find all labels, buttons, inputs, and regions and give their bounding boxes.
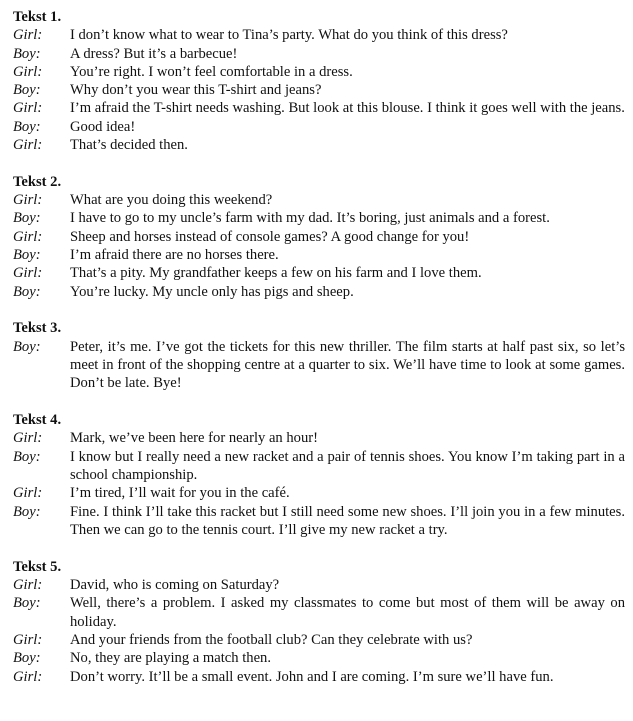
section-title: Tekst 4. (13, 412, 62, 429)
dialogue-line (13, 81, 627, 99)
speaker-label: Boy: (13, 650, 41, 667)
dialogue-line (13, 429, 627, 447)
dialogue-text: Mark, we’ve been here for nearly an hour! (70, 430, 318, 447)
section-title: Tekst 1. (13, 9, 62, 25)
text-section (13, 558, 627, 686)
dialogue-line (13, 503, 627, 540)
dialogue-line (13, 631, 627, 649)
speaker-label: Boy: (13, 338, 41, 355)
dialogue-text: Fine. I think I’ll take this racket but I still need some new shoes. I’ll join you in a few minutes. Then we can go to the tennis court. I’ll give my new racket a try. (70, 503, 625, 538)
dialogue-line (13, 118, 627, 136)
dialogue-line (13, 668, 627, 686)
text-section (13, 8, 627, 154)
dialogue-text: I’m afraid the T-shirt needs washing. But look at this blouse. I think it goes well with the jeans. (70, 100, 625, 117)
dialogue-text: Peter, it’s me. I’ve got the tickets for this new thriller. The film starts at half past six, so let’s meet in front of the shopping centre at a quarter to six. We’ll have time to look at some games. Don’t be late. Bye! (70, 338, 625, 392)
section-title: Tekst 3. (13, 320, 62, 337)
dialogue-line (13, 283, 627, 301)
speaker-label: Boy: (13, 210, 41, 227)
dialogue-text: You’re lucky. My uncle only has pigs and sheep. (70, 283, 354, 300)
speaker-label: Girl: (13, 265, 43, 282)
speaker-label: Girl: (13, 430, 43, 447)
dialogue-text: No, they are playing a match then. (70, 650, 271, 667)
dialogue-line (13, 63, 627, 81)
dialogue-line (13, 26, 627, 44)
dialogue-text: I don’t know what to wear to Tina’s party. What do you think of this dress? (70, 27, 508, 44)
text-section (13, 319, 627, 392)
speaker-label: Girl: (13, 577, 43, 594)
dialogue-text: I’m tired, I’ll wait for you in the café. (70, 485, 290, 502)
dialogue-text: That’s a pity. My grandfather keeps a few on his farm and I love them. (70, 265, 482, 282)
speaker-label: Girl: (13, 485, 43, 502)
text-section (13, 173, 627, 301)
dialogue-text: David, who is coming on Saturday? (70, 577, 280, 594)
dialogue-text: I’m afraid there are no horses there. (70, 247, 279, 264)
dialogue-text: And your friends from the football club? Can they celebrate with us? (70, 631, 473, 648)
dialogue-line (13, 246, 627, 264)
dialogue-line (13, 264, 627, 282)
dialogue-line (13, 99, 627, 117)
dialogue-text: Good idea! (70, 118, 136, 135)
dialogue-text: You’re right. I won’t feel comfortable in a dress. (70, 63, 353, 80)
dialogue-line (13, 228, 627, 246)
text-section (13, 411, 627, 539)
dialogue-text: I know but I really need a new racket and a pair of tennis shoes. You know I’m taking part in a school championship. (70, 448, 625, 484)
speaker-label: Girl: (13, 192, 43, 209)
dialogue-line (13, 576, 627, 594)
speaker-label: Girl: (13, 100, 43, 117)
speaker-label: Girl: (13, 137, 43, 154)
speaker-label: Girl: (13, 63, 43, 80)
dialogue-text: Don’t worry. It’ll be a small event. John and I are coming. I’m sure we’ll have fun. (70, 668, 554, 685)
dialogue-line (13, 448, 627, 485)
section-title: Tekst 5. (13, 558, 62, 575)
dialogue-text: A dress? But it’s a barbecue! (70, 45, 238, 62)
speaker-label: Boy: (13, 247, 41, 264)
dialogue-line (13, 209, 627, 227)
dialogue-text: What are you doing this weekend? (70, 192, 273, 209)
dialogue-line (13, 594, 627, 631)
speaker-label: Girl: (13, 631, 43, 648)
dialogue-line (13, 136, 627, 154)
dialogue-text: Why don’t you wear this T-shirt and jeans? (70, 82, 322, 99)
dialogue-text: Well, there’s a problem. I asked my classmates to come but most of them will be away on holiday. (70, 595, 625, 630)
dialogue-line (13, 649, 627, 667)
speaker-label: Boy: (13, 448, 41, 465)
speaker-label: Boy: (13, 82, 41, 99)
speaker-label: Boy: (13, 503, 41, 520)
speaker-label: Boy: (13, 283, 41, 300)
speaker-label: Boy: (13, 45, 41, 62)
dialogue-line (13, 338, 627, 393)
section-title: Tekst 2. (13, 173, 62, 190)
speaker-label: Girl: (13, 27, 43, 44)
dialogue-line (13, 191, 627, 209)
speaker-label: Boy: (13, 118, 41, 135)
dialogue-text: That’s decided then. (70, 137, 188, 154)
speaker-label: Boy: (13, 595, 41, 612)
dialogue-text: I have to go to my uncle’s farm with my dad. It’s boring, just animals and a forest. (70, 210, 550, 227)
dialogue-line (13, 484, 627, 502)
dialogue-line (13, 45, 627, 63)
speaker-label: Girl: (13, 228, 43, 245)
dialogue-text: Sheep and horses instead of console games? A good change for you! (70, 228, 470, 245)
speaker-label: Girl: (13, 668, 43, 685)
